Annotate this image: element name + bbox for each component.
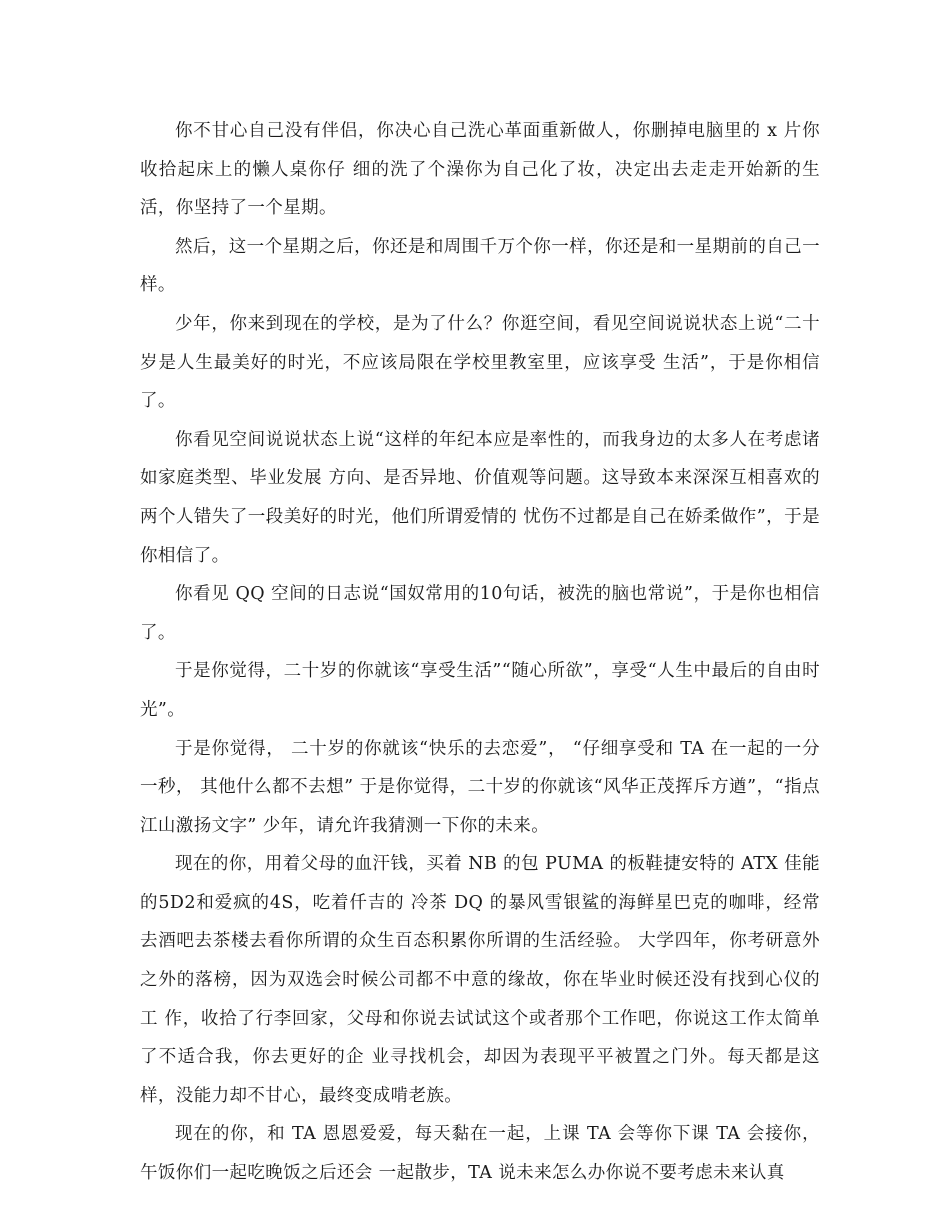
paragraph: 你看见 QQ 空间的日志说“国奴常用的10句话，被洗的脑也常说”，于是你也相信了。 — [140, 584, 820, 643]
document-body — [140, 112, 820, 1193]
paragraph: 你不甘心自己没有伴侣，你决心自己洗心革面重新做人，你删掉电脑里的 x 片你收拾起床上的懒人桌你仔 细的洗了个澡你为自己化了妆，决定出去走走开始新的生活，你坚持了一个星期。 — [140, 121, 820, 219]
paragraph: 于是你觉得，二十岁的你就该“享受生活”“随心所欲”，享受“人生中最后的自由时光”。 — [140, 661, 820, 720]
paragraph: 现在的你，用着父母的血汗钱，买着 NB 的包 PUMA 的板鞋捷安特的 ATX 佳能的5D2和爱疯的4S，吃着仟吉的 冷茶 DQ 的暴风雪银鲨的海鲜星巴克的咖啡，经常去酒吧去茶楼去看你所谓的众生百态积累你所谓的生活经验。 大学四年，你考研意外之外的落榜，因为双选会时候公司都不中意的缘故，你在毕业时候还没有找到心仪的工 作，收拾了行李回家，父母和你说去试试这个或者那个工作吧，你说这工作太简单了不适合我，你去更好的企 业寻找机会，却因为表现平平被置之门外。每天都是这样，没能力却不甘心，最终变成啃老族。 — [140, 854, 820, 1106]
paragraph: 少年，你来到现在的学校，是为了什么？你逛空间，看见空间说说状态上说“二十岁是人生最美好的时光，不应该局限在学校里教室里，应该享受 生活”，于是你相信了。 — [140, 313, 820, 412]
paragraph: 现在的你，和 TA 恩恩爱爱，每天黏在一起，上课 TA 会等你下课 TA 会接你，午饭你们一起吃晚饭之后还会 一起散步，TA 说未来怎么办你说不要考虑未来认真 — [140, 1124, 820, 1184]
paragraph: 你看见空间说说状态上说“这样的年纪本应是率性的，而我身边的太多人在考虑诸如家庭类型、毕业发展 方向、是否异地、价值观等问题。这导致本来深深互相喜欢的两个人错失了一段美好的时光，他们所谓爱情的 忧伤不过都是自己在娇柔做作”，于是你相信了。 — [140, 429, 820, 566]
paragraph: 于是你觉得， 二十岁的你就该“快乐的去恋爱”， “仔细享受和 TA 在一起的一分一秒， 其他什么都不去想” 于是你觉得，二十岁的你就该“风华正茂挥斥方遒”，“指点江山激扬文字” 少年，请允许我猜测一下你的未来。 — [140, 738, 820, 836]
paragraph: 然后，这一个星期之后，你还是和周围千万个你一样，你还是和一星期前的自己一样。 — [140, 236, 820, 296]
